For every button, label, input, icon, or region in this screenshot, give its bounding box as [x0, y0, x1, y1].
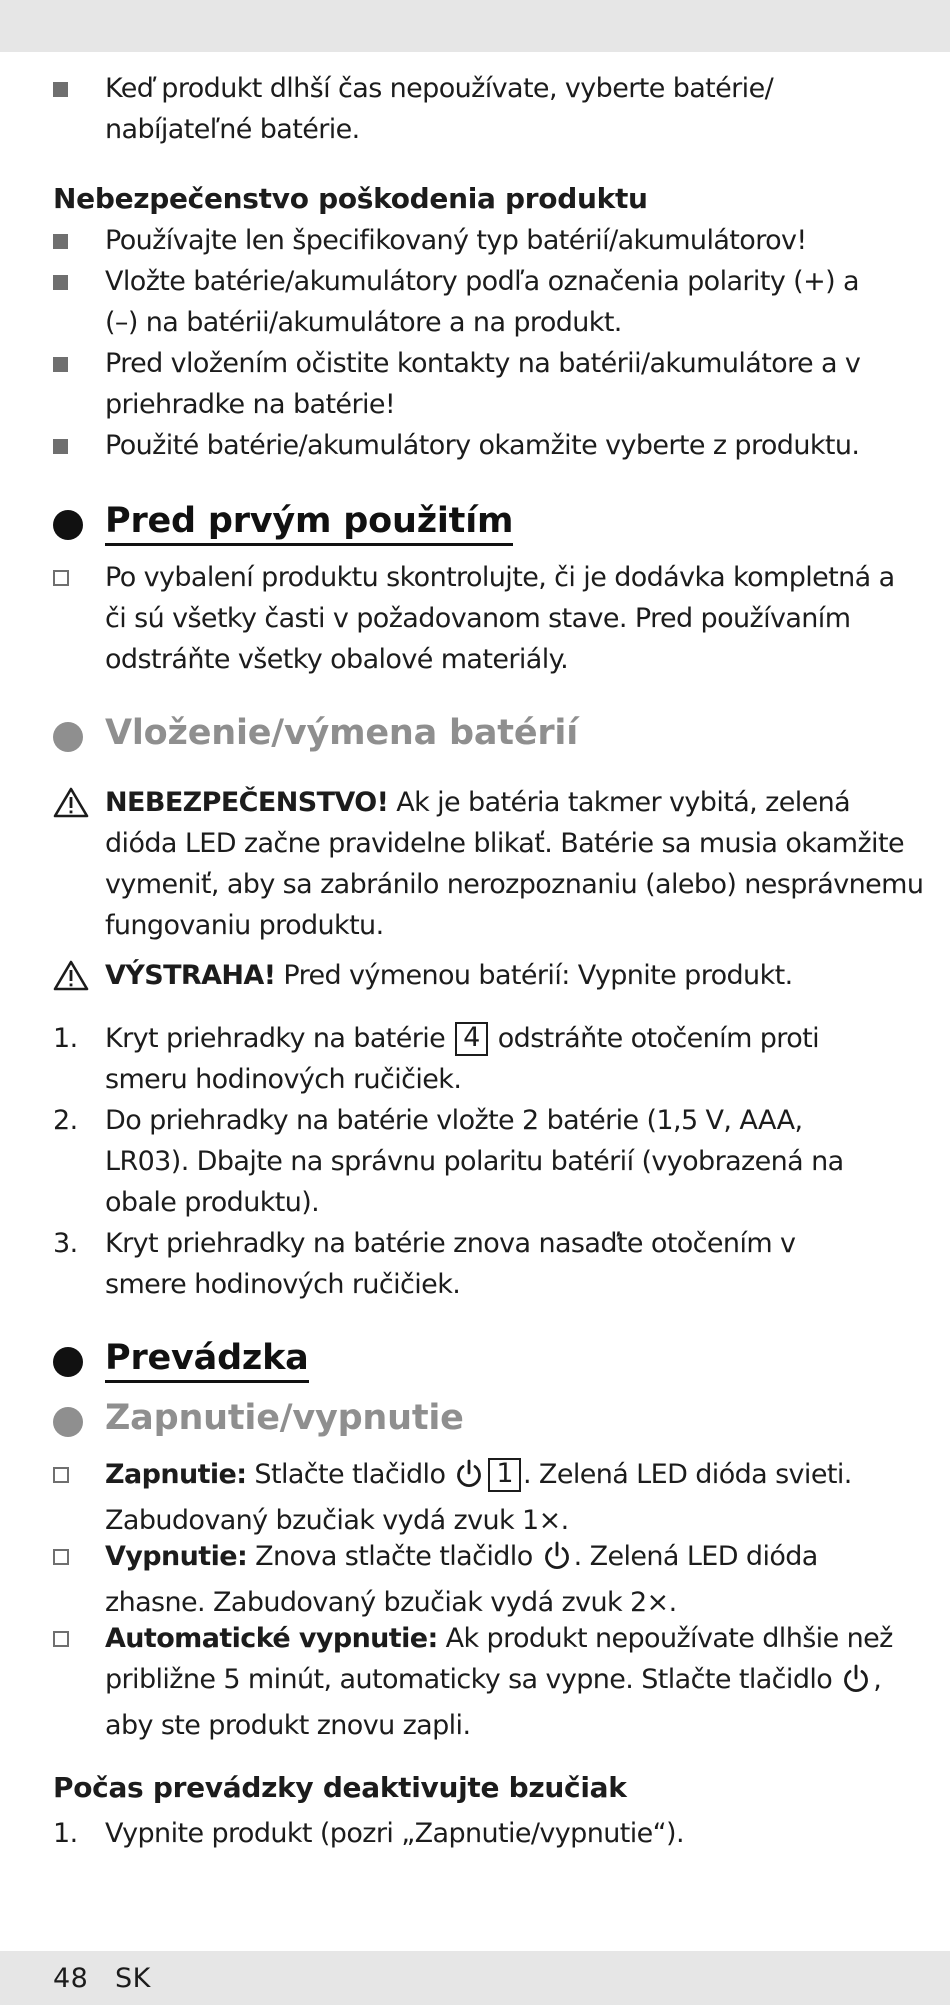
square-bullet-icon	[53, 234, 68, 249]
list-item-text: Po vybalení produktu skontrolujte, či je dodávka kompletná a či sú všetky časti v požadovanom stave. Pred používaním odstráňte všetky obalové materiály.	[105, 562, 895, 675]
warning-text: Pred výmenou batérií: Vypnite produkt.	[275, 960, 793, 991]
step-text: Vypnite produkt (pozri „Zapnutie/vypnutie“).	[105, 1818, 684, 1849]
square-bullet-icon	[53, 439, 68, 454]
step-text: Kryt priehradky na batérie	[105, 1023, 454, 1054]
open-square-bullet-icon	[53, 1631, 69, 1647]
page-number: 48	[53, 1963, 89, 1994]
section-subheading: Počas prevádzky deaktivujte bzučiak	[53, 1771, 627, 1804]
gray-dot-icon	[53, 722, 83, 752]
list-item-text: Vložte batérie/akumulátory podľa označenia polarity (+) a (–) na batérii/akumulátore a na produkt.	[105, 266, 859, 338]
section-title: Prevádzka	[105, 1336, 309, 1383]
list-item-text: Používajte len špecifikovaný typ batérií/akumulátorov!	[105, 225, 807, 256]
step-number: 1.	[53, 1818, 78, 1849]
section-title: Pred prvým použitím	[105, 499, 513, 546]
item-text: Stlačte tlačidlo	[246, 1459, 454, 1490]
black-dot-icon	[53, 1347, 83, 1377]
item-text: Znova stlačte tlačidlo	[247, 1541, 541, 1572]
step-text: odstráňte otočením proti smeru hodinových ručičiek.	[105, 1023, 820, 1095]
gray-dot-icon	[53, 1407, 83, 1437]
power-icon	[455, 1458, 483, 1500]
danger-text: Ak je batéria takmer vybitá, zelená dióda LED začne pravidelne blikať. Batérie sa musia okamžite vymeniť, aby sa zabránilo nerozpoznaniu (alebo) nesprávnemu fungovaniu produktu.	[105, 787, 924, 941]
item-text: Ak produkt nepoužívate dlhšie než približne 5 minút, automaticky sa vypne. Stlačte tlačidlo	[105, 1623, 893, 1695]
square-bullet-icon	[53, 357, 68, 372]
item-text: . Zelená LED dióda zhasne. Zabudovaný bzučiak vydá zvuk 2×.	[105, 1541, 818, 1618]
part-reference-box: 1	[488, 1458, 521, 1492]
list-item-text: Použité batérie/akumulátory okamžite vyberte z produktu.	[105, 430, 860, 461]
section-title: Zapnutie/vypnutie	[105, 1398, 464, 1438]
black-dot-icon	[53, 510, 83, 540]
danger-label: NEBEZPEČENSTVO!	[105, 787, 389, 818]
open-square-bullet-icon	[53, 1467, 69, 1483]
section-subheading: Nebezpečenstvo poškodenia produktu	[53, 182, 648, 215]
step-text: Kryt priehradky na batérie znova nasaďte otočením v smere hodinových ručičiek.	[105, 1228, 796, 1300]
open-square-bullet-icon	[53, 1549, 69, 1565]
item-text: , aby ste produkt znovu zapli.	[105, 1664, 882, 1741]
step-text: Do priehradky na batérie vložte 2 batérie (1,5 V, AAA, LR03). Dbajte na správnu polaritu batérií (vyobrazená na obale produktu).	[105, 1105, 844, 1218]
item-label: Zapnutie:	[105, 1459, 247, 1490]
step-number: 1.	[53, 1023, 78, 1054]
warning-triangle-icon	[53, 959, 89, 1003]
item-label: Automatické vypnutie:	[105, 1623, 438, 1654]
top-band	[0, 0, 950, 52]
section-title: Vloženie/výmena batérií	[105, 713, 579, 753]
item-text: . Zelená LED dióda svieti. Zabudovaný bzučiak vydá zvuk 1×.	[105, 1459, 852, 1536]
square-bullet-icon	[53, 82, 68, 97]
language-code: SK	[115, 1963, 151, 1994]
open-square-bullet-icon	[53, 570, 69, 586]
item-label: Vypnutie:	[105, 1541, 248, 1572]
page-footer	[0, 1951, 950, 2005]
warning-label: VÝSTRAHA!	[105, 960, 276, 991]
square-bullet-icon	[53, 275, 68, 290]
part-reference-box: 4	[455, 1022, 488, 1056]
warning-triangle-icon	[53, 786, 89, 830]
power-icon	[842, 1663, 870, 1705]
step-number: 3.	[53, 1228, 78, 1259]
step-number: 2.	[53, 1105, 78, 1136]
list-item-text: Pred vložením očistite kontakty na batérii/akumulátore a v priehradke na batérie!	[105, 348, 861, 420]
list-item-text: Keď produkt dlhší čas nepoužívate, vyberte batérie/ nabíjateľné batérie.	[105, 73, 774, 145]
power-icon	[543, 1540, 571, 1582]
